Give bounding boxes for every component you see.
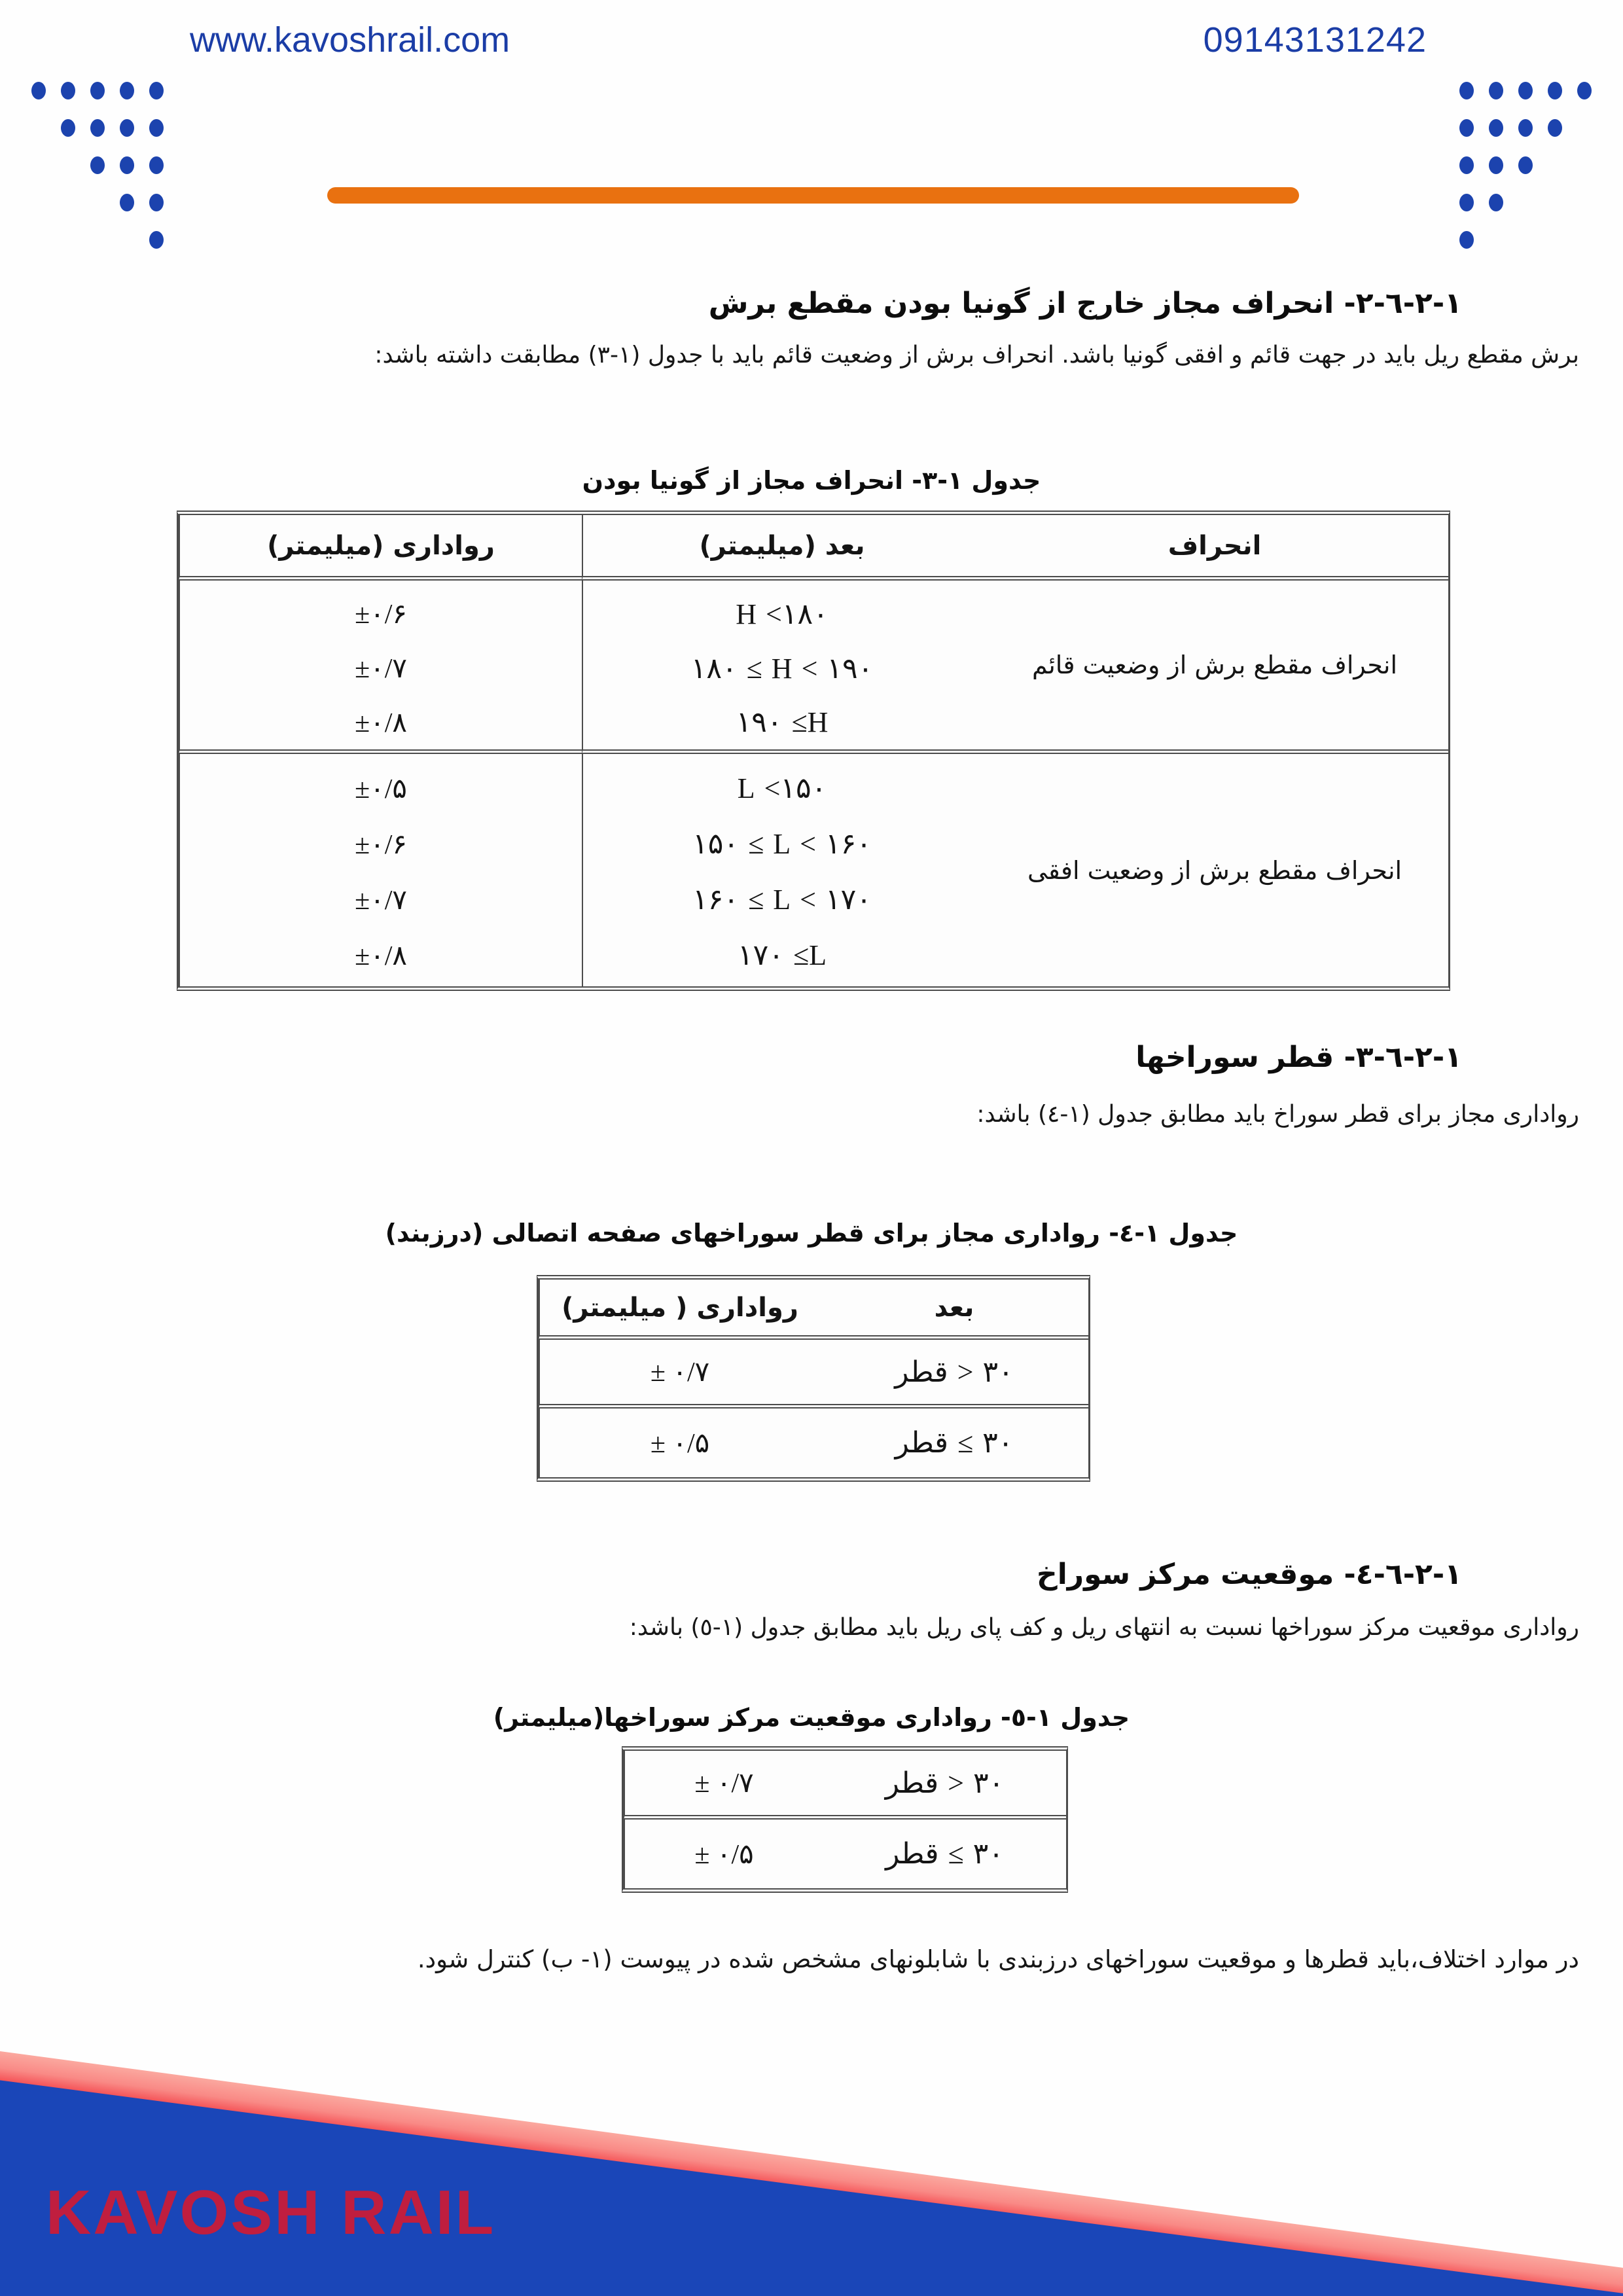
dimension-formula: ۱۷۰ ≤L: [738, 939, 827, 971]
table1-group1-tolerances: [179, 581, 582, 754]
table1-group2-dimensions: [582, 754, 981, 986]
dot: [1459, 194, 1474, 211]
table-hole-center-position: [622, 1746, 1068, 1893]
dimension-formula: H <۱۸۰: [736, 598, 829, 630]
dot: [120, 119, 134, 137]
table3-row2-tolerance: [624, 1820, 823, 1888]
dot: [90, 156, 105, 174]
table2-row2-dimension: [820, 1408, 1088, 1477]
dot: [1489, 119, 1503, 137]
dimension-formula: قطر ≤ ۳۰: [885, 1838, 1004, 1870]
brand-logo-text: KAVOSH RAIL: [46, 2178, 496, 2248]
table2-row1-tolerance: [539, 1340, 820, 1408]
dot-row: [1459, 119, 1562, 137]
section-paragraph-1: برش مقطع ریل باید در جهت قائم و افقی گونیا باشد. انحراف برش از وضعیت قائم باید با جدول (١-٣) مطابقت داشته باشد:: [374, 342, 1579, 368]
dimension-formula: قطر > ۳۰: [885, 1767, 1005, 1799]
dimension-formula: قطر > ۳۰: [895, 1355, 1014, 1388]
table3-row1-tolerance: [624, 1751, 823, 1820]
dot: [1518, 82, 1533, 99]
dimension-formula: ۱۵۰ ≤ L < ۱۶۰: [692, 828, 872, 860]
table3-row1-dimension: [823, 1751, 1066, 1820]
dot-row: [90, 156, 164, 174]
table1-header-deviation: انحراف: [981, 515, 1448, 581]
dot: [1577, 82, 1592, 99]
table2-caption: جدول ١-٤- رواداری مجاز برای قطر سوراخهای صفحه اتصالی (درزبند): [385, 1219, 1238, 1247]
tolerance-value: ±۰/۵: [355, 774, 407, 804]
tolerance-value: ±۰/۷: [355, 654, 407, 684]
table1-header-dimension: بعد (میلیمتر): [582, 515, 981, 581]
dot-row: [1459, 82, 1592, 99]
dot: [1459, 119, 1474, 137]
dimension-formula: L <۱۵۰: [737, 772, 827, 804]
dot-row: [149, 231, 164, 249]
dot: [1548, 119, 1562, 137]
dot-row: [1459, 231, 1474, 249]
dot: [90, 119, 105, 137]
section-paragraph-2: رواداری مجاز برای قطر سوراخ باید مطابق جدول (١-٤) باشد:: [976, 1101, 1579, 1128]
dimension-formula: ۱۶۰ ≤ L < ۱۷۰: [692, 884, 872, 916]
table1-header-tolerance: رواداری (میلیمتر): [179, 515, 582, 581]
tolerance-value: ±۰/۸: [355, 708, 407, 738]
dot: [1489, 194, 1503, 211]
dot: [120, 82, 134, 99]
dot: [1548, 82, 1562, 99]
tolerance-value: ±۰/۶: [355, 600, 407, 630]
dot-row: [31, 82, 164, 99]
dot: [1459, 82, 1474, 99]
footer-banner: [0, 2028, 1623, 2296]
dot: [149, 194, 164, 211]
dot: [149, 231, 164, 249]
dot: [61, 82, 75, 99]
dot: [90, 82, 105, 99]
dimension-formula: ۱۸۰ ≤ H < ۱۹۰: [690, 652, 874, 685]
dot-row: [1459, 156, 1533, 174]
dot: [1459, 231, 1474, 249]
tolerance-value: ± ۰/۵: [650, 1428, 710, 1459]
table3-row2-dimension: [823, 1820, 1066, 1888]
tolerance-value: ± ۰/۷: [694, 1768, 754, 1799]
tolerance-value: ±۰/۶: [355, 829, 407, 860]
dot: [149, 119, 164, 137]
dot: [1489, 82, 1503, 99]
tolerance-value: ± ۰/۵: [694, 1839, 754, 1870]
table1-group1-deviation: انحراف مقطع برش از وضعیت قائم: [981, 581, 1448, 754]
header-divider-line: [327, 187, 1299, 204]
table2-header-dimension: بعد: [820, 1280, 1088, 1340]
dot: [1518, 156, 1533, 174]
tolerance-value: ±۰/۷: [355, 885, 407, 916]
table1-caption: جدول ١-٣- انحراف مجاز از گونیا بودن: [582, 466, 1041, 495]
section-paragraph-3: رواداری موقعیت مرکز سوراخها نسبت به انتهای ریل و کف پای ریل باید مطابق جدول (١-٥) باشد:: [629, 1614, 1579, 1641]
dot-row: [120, 194, 164, 211]
table1-group2-tolerances: [179, 754, 582, 986]
tolerance-value: ± ۰/۷: [650, 1357, 710, 1388]
section-heading-2: ١-٢-٦-٣- قطر سوراخها: [1135, 1041, 1462, 1074]
dot: [1518, 119, 1533, 137]
table2-row2-tolerance: [539, 1408, 820, 1477]
dot: [31, 82, 46, 99]
table2-row1-dimension: [820, 1340, 1088, 1408]
decorative-dots-left: [31, 82, 164, 249]
dot: [1459, 156, 1474, 174]
dimension-formula: ۱۹۰ ≤H: [736, 706, 829, 739]
section-heading-3: ١-٢-٦-٤- موقعیت مرکز سوراخ: [1036, 1558, 1462, 1591]
dot: [149, 156, 164, 174]
closing-note: در موارد اختلاف،باید قطرها و موقعیت سوراخهای درزبندی با شابلونهای مشخص شده در پیوست (١- ب) کنترل شود.: [417, 1945, 1579, 1973]
dot: [120, 194, 134, 211]
table1-group2-deviation: انحراف مقطع برش از وضعیت افقی: [1027, 855, 1402, 885]
dot-row: [1459, 194, 1503, 211]
decorative-dots-right: [1459, 82, 1592, 249]
dot-row: [61, 119, 164, 137]
table3-caption: جدول ١-٥- رواداری موقعیت مرکز سوراخها(میلیمتر): [493, 1703, 1130, 1732]
tolerance-value: ±۰/۸: [355, 941, 407, 971]
website-url: www.kavoshrail.com: [190, 20, 510, 60]
table2-header-tolerance: رواداری ( میلیمتر): [539, 1280, 820, 1340]
table-hole-diameter-tolerance: [537, 1275, 1090, 1482]
dimension-formula: قطر ≤ ۳۰: [895, 1427, 1014, 1459]
section-heading-1: ١-٢-٦-٢- انحراف مجاز خارج از گونیا بودن مقطع برش: [708, 287, 1462, 320]
phone-number: 09143131242: [1203, 20, 1427, 60]
table1-group1-dimensions: [582, 581, 981, 754]
dot: [1489, 156, 1503, 174]
dot: [120, 156, 134, 174]
dot: [149, 82, 164, 99]
table-squareness-deviation: [177, 511, 1450, 991]
dot: [61, 119, 75, 137]
